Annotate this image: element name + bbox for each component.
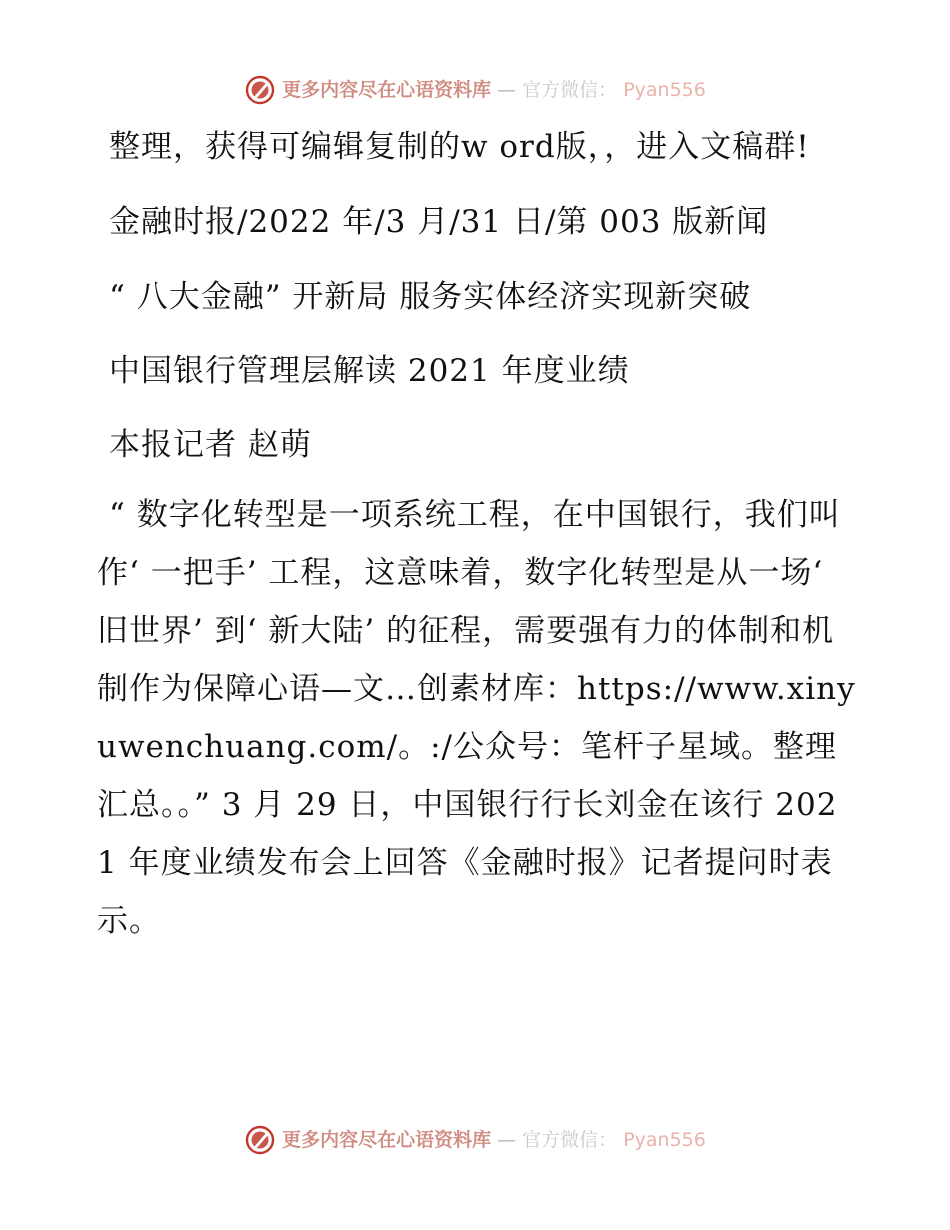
banner-dash: — — [497, 79, 517, 101]
header-watermark-banner — [0, 74, 950, 106]
reporter-byline: 本报记者 赵萌 — [109, 427, 312, 463]
footer-watermark-banner — [0, 1124, 950, 1156]
body-paragraph: “ 数字化转型是一项系统工程，在中国银行，我们叫作‘ 一把手’ 工程，这意味着，数字化转型是从一场‘ 旧世界’ 到‘ 新大陆’ 的征程，需要强有力的体制和机制作为保障心语—文…创素材库：https://www.xinyuwenchuang.com/。:/公众号：笔杆子星域。整理汇总。。” 3 月 29 日，中国银行行长刘金在该行 2021 年度业绩发布会上回答《金融时报》记者提问时表示。 — [97, 497, 856, 939]
intro-paragraph: 整理，获得可编辑复制的w ord版，，进入文稿群! — [109, 129, 810, 165]
ink-pen-seal-icon — [244, 1124, 276, 1156]
article-headline: “ 八大金融” 开新局 服务实体经济实现新突破 — [109, 279, 752, 315]
ink-pen-seal-icon — [244, 74, 276, 106]
banner-dash: — — [497, 1129, 517, 1151]
banner-wechat-label: 官方微信： — [522, 1129, 618, 1151]
source-line: 金融时报/2022 年/3 月/31 日/第 003 版新闻 — [109, 204, 769, 240]
banner-wechat-id: Pyan556 — [623, 79, 706, 101]
document-body — [97, 118, 857, 950]
banner-text: 更多内容尽在心语资料库 — [282, 79, 492, 101]
banner-text: 更多内容尽在心语资料库 — [282, 1129, 492, 1151]
banner-wechat-label: 官方微信： — [522, 79, 618, 101]
article-subtitle: 中国银行管理层解读 2021 年度业绩 — [109, 353, 630, 389]
banner-wechat-id: Pyan556 — [623, 1129, 706, 1151]
